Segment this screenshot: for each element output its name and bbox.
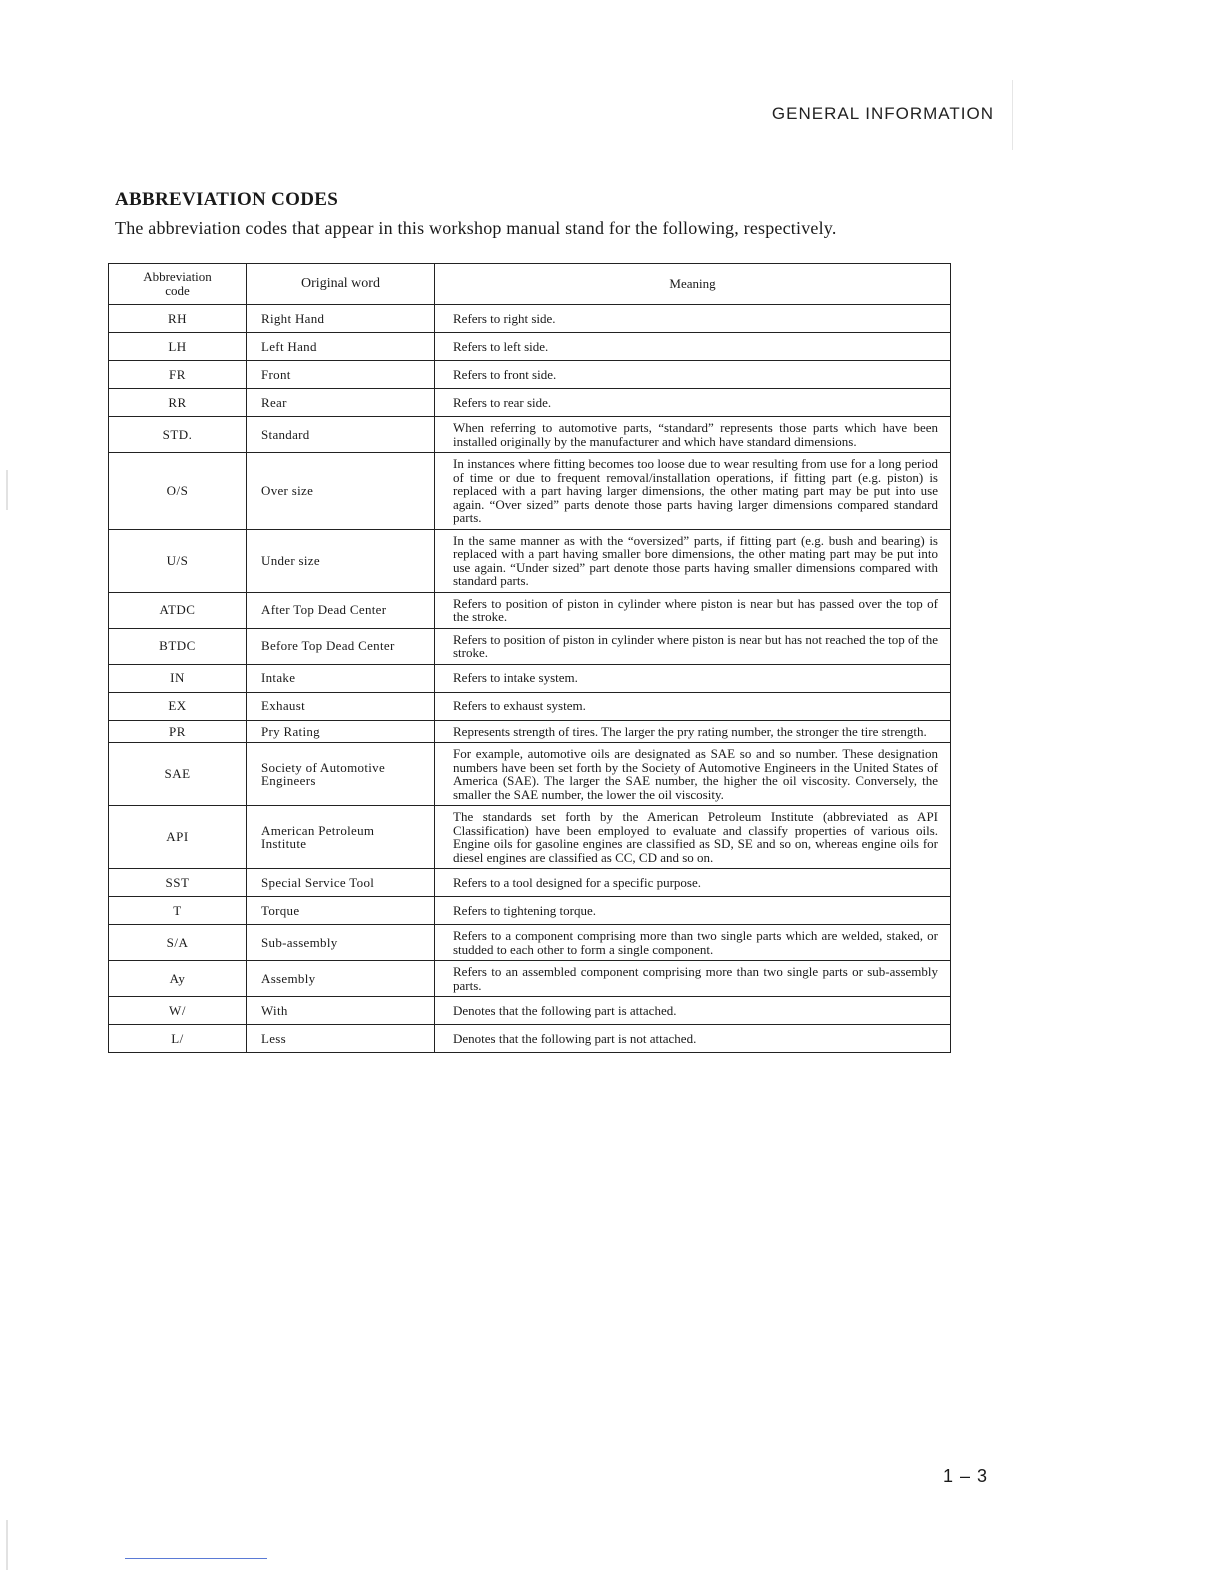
table-row (109, 720, 951, 743)
running-header: GENERAL INFORMATION (771, 104, 994, 123)
section-intro: The abbreviation codes that appear in this workshop manual stand for the following, respectively. (115, 218, 837, 238)
word-cell: After Top Dead Center (247, 592, 435, 628)
table-row (109, 869, 951, 897)
word-cell: Before Top Dead Center (247, 628, 435, 664)
table-row (109, 417, 951, 453)
scan-underline-mark (125, 1558, 267, 1559)
meaning-cell: Refers to exhaust system. (435, 692, 951, 720)
table-row (109, 743, 951, 806)
code-cell: U/S (109, 529, 247, 592)
meaning-cell: Refers to an assembled component comprising more than two single parts or sub-assembly parts. (435, 961, 951, 997)
table-row (109, 592, 951, 628)
table-row (109, 389, 951, 417)
code-cell: RR (109, 389, 247, 417)
code-cell: SAE (109, 743, 247, 806)
code-cell: L/ (109, 1025, 247, 1053)
code-cell: SST (109, 869, 247, 897)
code-cell: Ay (109, 961, 247, 997)
code-cell: O/S (109, 453, 247, 530)
meaning-cell: Refers to position of piston in cylinder where piston is near but has not reached the top of the stroke. (435, 628, 951, 664)
word-cell: With (247, 997, 435, 1025)
table-row (109, 333, 951, 361)
table-row (109, 529, 951, 592)
word-cell: Exhaust (247, 692, 435, 720)
page-number: 1 – 3 (943, 1466, 989, 1486)
code-cell: ATDC (109, 592, 247, 628)
word-cell: Right Hand (247, 305, 435, 333)
meaning-cell: Refers to front side. (435, 361, 951, 389)
section-title: ABBREVIATION CODES (115, 189, 339, 210)
meaning-cell: Refers to a component comprising more than two single parts which are welded, staked, or studded to each other to form a single component. (435, 925, 951, 961)
word-cell: Assembly (247, 961, 435, 997)
word-cell: Over size (247, 453, 435, 530)
word-cell: Special Service Tool (247, 869, 435, 897)
code-cell: IN (109, 664, 247, 692)
word-cell: Under size (247, 529, 435, 592)
word-cell: Rear (247, 389, 435, 417)
column-header-code-line1: Abbreviation (143, 269, 212, 284)
meaning-cell: Denotes that the following part is not attached. (435, 1025, 951, 1053)
table-row (109, 692, 951, 720)
abbreviation-table (108, 263, 951, 1053)
table-row (109, 897, 951, 925)
column-header-code (109, 264, 247, 305)
meaning-cell: Represents strength of tires. The larger the pry rating number, the stronger the tire strength. (435, 720, 951, 743)
column-header-meaning: Meaning (435, 264, 951, 305)
code-cell: BTDC (109, 628, 247, 664)
table-header-row (109, 264, 951, 305)
meaning-cell: Refers to right side. (435, 305, 951, 333)
table-row (109, 806, 951, 869)
word-cell: Front (247, 361, 435, 389)
word-cell: Standard (247, 417, 435, 453)
meaning-cell: When referring to automotive parts, “standard” represents those parts which have been installed originally by the manufacturer and which have standard dimensions. (435, 417, 951, 453)
meaning-cell: In the same manner as with the “oversized” parts, if fitting part (e.g. bush and bearing) is replaced with a part having smaller bore dimensions, the other mating part may be put into use again. “Under sized” part denote those parts having smaller dimensions compared with standard parts. (435, 529, 951, 592)
code-cell: LH (109, 333, 247, 361)
meaning-cell: In instances where fitting becomes too loose due to wear resulting from use for a long period of time or due to frequent removal/installation operations, if fitting part (e.g. piston) is replaced with a part having larger dimensions, the other mating part may be put into use again. “Over sized” parts denote those parts having larger dimensions compared standard parts. (435, 453, 951, 530)
code-cell: API (109, 806, 247, 869)
meaning-cell: Refers to a tool designed for a specific purpose. (435, 869, 951, 897)
table-row (109, 305, 951, 333)
word-cell: Less (247, 1025, 435, 1053)
word-cell: Pry Rating (247, 720, 435, 743)
meaning-cell: Refers to tightening torque. (435, 897, 951, 925)
code-cell: W/ (109, 997, 247, 1025)
table-row (109, 453, 951, 530)
meaning-cell: Refers to position of piston in cylinder where piston is near but has passed over the top of the stroke. (435, 592, 951, 628)
table-row (109, 997, 951, 1025)
table-row (109, 1025, 951, 1053)
code-cell: STD. (109, 417, 247, 453)
code-cell: PR (109, 720, 247, 743)
code-cell: EX (109, 692, 247, 720)
meaning-cell: The standards set forth by the American Petroleum Institute (abbreviated as API Classification) have been employed to evaluate and classify properties of various oils. Engine oils for gasoline engines are classified as SD, SE and so on, whereas engine oils for diesel engines are classified as CC, CD and so on. (435, 806, 951, 869)
scan-edge-mark (6, 470, 8, 510)
scan-border-line (1012, 80, 1013, 150)
scan-edge-mark (6, 1520, 8, 1570)
table-row (109, 664, 951, 692)
table-row (109, 961, 951, 997)
word-cell: Society of Automotive Engineers (247, 743, 435, 806)
meaning-cell: Refers to left side. (435, 333, 951, 361)
word-cell: American Petroleum Institute (247, 806, 435, 869)
code-cell: T (109, 897, 247, 925)
table-row (109, 361, 951, 389)
code-cell: FR (109, 361, 247, 389)
code-cell: S/A (109, 925, 247, 961)
meaning-cell: Denotes that the following part is attached. (435, 997, 951, 1025)
column-header-code-line2: code (165, 283, 190, 298)
meaning-cell: For example, automotive oils are designated as SAE so and so number. These designation numbers have been set forth by the Society of Automotive Engineers in the United States of America (SAE). The larger the SAE number, the higher the oil viscosity. Conversely, the smaller the SAE number, the lower the oil viscosity. (435, 743, 951, 806)
table-row (109, 925, 951, 961)
word-cell: Intake (247, 664, 435, 692)
word-cell: Sub-assembly (247, 925, 435, 961)
code-cell: RH (109, 305, 247, 333)
word-cell: Left Hand (247, 333, 435, 361)
meaning-cell: Refers to rear side. (435, 389, 951, 417)
word-cell: Torque (247, 897, 435, 925)
table-row (109, 628, 951, 664)
column-header-word: Original word (247, 264, 435, 305)
meaning-cell: Refers to intake system. (435, 664, 951, 692)
